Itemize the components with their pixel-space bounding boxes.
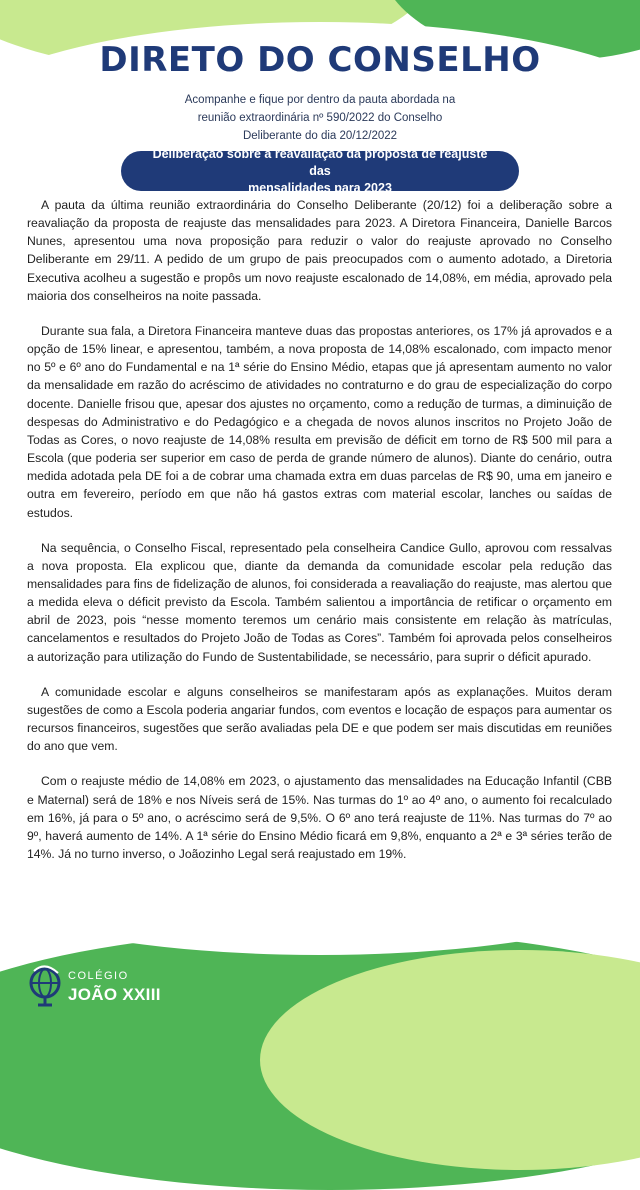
subtitle-line: Deliberante do dia 20/12/2022 — [242, 130, 398, 142]
paragraph: Durante sua fala, a Diretora Financeira manteve duas das propostas anteriores, os 17% já aprovados e a opção de 15% linear, e apresentou, também, a nova proposta de 14,08% escalonado, com impacto menor no 5º e 6º ano do Fundamental e na 1ª série do Ensino Médio, etapas que já apresentam aumento no valor da mensalidade em razão do acréscimo de atividades no contraturno e do grau de especialização do corpo docente. Danielle frisou que, apesar dos ajustes no orçamento, como a redução de turmas, a diminuição de despesas do Administrativo e do Pedagógico e a chegada de novos alunos inscritos no Projeto João de Todas as Cores, o novo reajuste de 14,08% resulta em previsão de déficit em torno de R$ 500 mil para a Escola (que poderia ser superior em caso de perda de grande número de alunos). Diante do cenário, outra medida adotada pela DE foi a de cobrar uma chamada extra em duas parcelas de R$ 90, uma em janeiro e outra em fevereiro, período em que não há gastos extras com material escolar, lanches ou saídas de estudos. — [27, 323, 612, 520]
subtitle — [140, 91, 500, 145]
logo-text-small: COLÉGIO — [68, 970, 129, 982]
paragraph: A comunidade escolar e alguns conselheiros se manifestaram após as explanações. Muitos deram sugestões de como a Escola poderia angariar fundos, com eventos e locação de espaços para aumentar os recursos financeiros, sugestões que serão avaliadas pela DE e que podem ser mais discutidas em reuniões do ano que vem. — [27, 684, 612, 754]
topic-banner-line: Deliberação sobre a reavaliação da proposta de reajuste das — [152, 146, 488, 178]
subtitle-line: reunião extraordinária nº 590/2022 do Conselho — [197, 112, 443, 124]
topic-banner — [121, 146, 519, 195]
topic-banner-line: mensalidades para 2023 — [248, 180, 392, 195]
paragraph: A pauta da última reunião extraordinária do Conselho Deliberante (20/12) foi a deliberação sobre a reavaliação da proposta de reajuste das mensalidades para 2023. A Diretora Financeira, Danielle Barcos Nunes, apresentou uma nova proposição para reduzir o valor do reajuste aprovado no Conselho Deliberante em 29/11. A pedido de um grupo de pais preocupados com o aumento adotado, a Diretoria Executiva acolheu a sugestão e propôs um novo reajuste escalonado de 14,08%, em média, aprovado pela maioria dos conselheiros na noite passada. — [27, 198, 612, 303]
paragraph: Com o reajuste médio de 14,08% em 2023, o ajustamento das mensalidades na Educação Infantil (CBB e Maternal) será de 18% e nos Níveis será de 15%. Nas turmas do 1º ao 4º ano, o aumento foi recalculado em 16%, já para o 5º ano, o acréscimo será de 9,5%. O 6º ano terá reajuste de 11%. Nas turmas do 7º ao 9º, haverá aumento de 14%. A 1ª série do Ensino Médio ficará em 9,8%, enquanto a 2ª e 3ª séries terão de 14%. Já no turno inverso, o Joãozinho Legal será reajustado em 19%. — [27, 774, 612, 861]
page-title: DIRETO DO CONSELHO — [99, 40, 541, 80]
globe-icon — [28, 963, 64, 1007]
logo-text-name: JOÃO XXIII — [68, 985, 161, 1004]
school-logo — [28, 963, 178, 1011]
subtitle-line: Acompanhe e fique por dentro da pauta abordada na — [184, 94, 456, 106]
article-body — [27, 196, 612, 880]
paragraph: Na sequência, o Conselho Fiscal, representado pela conselheira Candice Gullo, aprovou com ressalvas a nova proposta. Ela explicou que, diante da demanda da comunidade escolar pela redução das mensalidades para fins de fidelização de alunos, foi considerada a reavaliação do reajuste, mas alertou que a medida eleva o déficit previsto da Escola. Também salientou a importância de retificar o orçamento em abril de 2023, pois “nesse momento teremos um cenário mais consistente em relação às matrículas, cancelamentos e resultados do Projeto João de Todas as Cores”. Também foi aprovada pelos conselheiros a autorização para utilização do Fundo de Sustentabilidade, se necessário, para suprir o déficit apurado. — [27, 540, 612, 664]
